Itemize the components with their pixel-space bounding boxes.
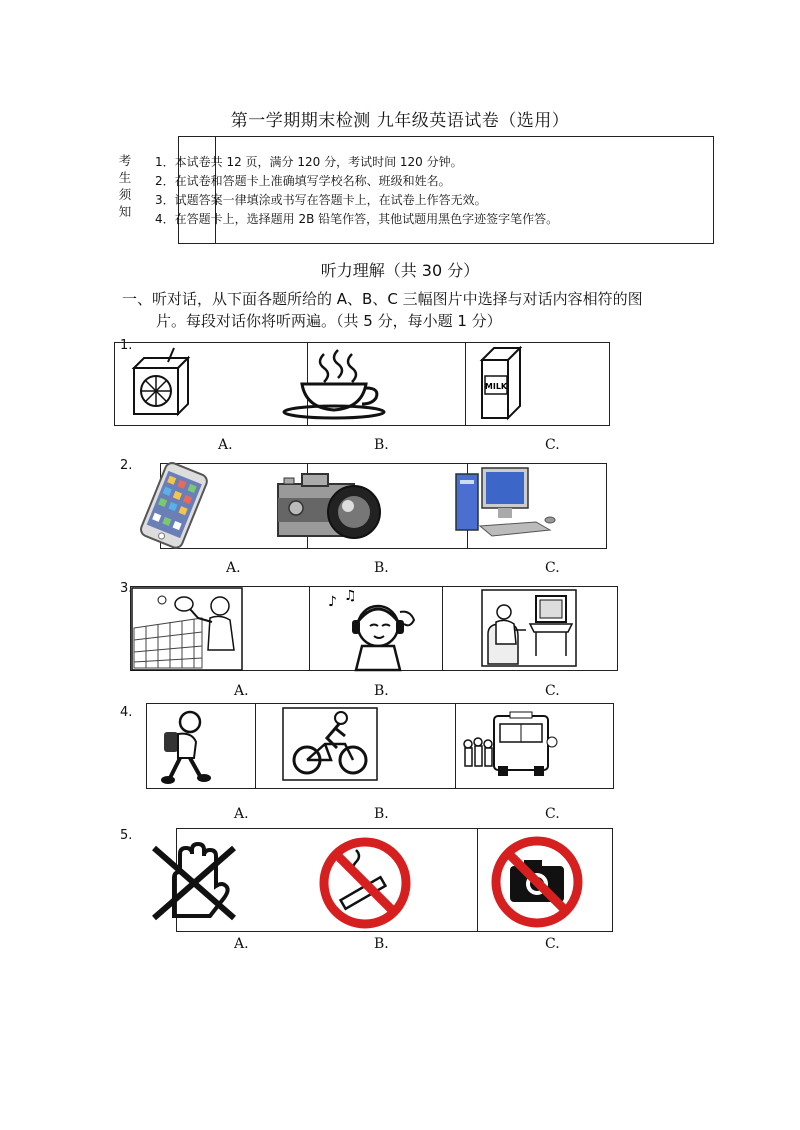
page-title: 第一学期期末检测 九年级英语试卷（选用） [230,111,570,131]
rules-list [155,153,558,229]
tea-cup-icon [282,348,390,420]
question-number: 4. [120,705,133,720]
tennis-player-icon [132,588,242,670]
option-label: B. [374,936,389,952]
rule-item: 4．在答题卡上，选择题用 2B 铅笔作答，其他试题用黑色字迹签字笔作答。 [155,212,559,226]
rule-item: 3．试题答案一律填涂或书写在答题卡上，在试卷上作答无效。 [155,193,487,207]
instruction-line: 片。每段对话你将听两遍。（共 5 分，每小题 1 分） [156,312,502,330]
no-touching-icon [150,842,238,922]
walking-boy-icon [154,706,218,788]
option-label: B. [374,560,389,576]
smartphone-icon [128,464,218,546]
option-label: C. [545,683,560,699]
option-label: A. [234,936,249,952]
desktop-computer-icon [452,466,558,542]
option-label: A. [234,683,249,699]
rule-item: 2．在试卷和答题卡上准确填写学校名称、班级和姓名。 [155,174,451,188]
option-label: A. [234,806,249,822]
notice-label: 考生须知 [118,153,132,219]
option-label: C. [545,806,560,822]
instruction-line: 一、听对话，从下面各题所给的 A、B、C 三幅图片中选择与对话内容相符的图 [122,290,643,308]
milk-label: MILK [484,382,508,391]
question-number: 1. [120,338,133,353]
rule-item: 1．本试卷共 12 页，满分 120 分，考试时间 120 分钟。 [155,155,463,169]
question-number: 2. [120,458,133,473]
section-title: 听力理解（共 30 分） [320,261,480,280]
option-label: C. [545,437,560,453]
school-bus-icon [462,708,558,784]
no-smoking-icon [318,836,412,930]
svg-text:♫: ♫ [344,588,357,604]
option-label: A. [218,437,233,453]
option-label: B. [374,683,389,699]
svg-text:♪: ♪ [328,594,337,610]
instructions [122,288,643,332]
camera-icon [274,470,386,542]
girl-headphones-icon [316,586,420,670]
watching-tv-icon [482,590,576,666]
option-label: A. [226,560,241,576]
milk-carton-icon [472,346,534,422]
bicycle-rider-icon [283,708,377,780]
no-photography-icon [490,836,584,928]
question-number: 5. [120,828,133,843]
option-label: C. [545,560,560,576]
option-label: B. [374,806,389,822]
question-number: 3. [120,581,133,596]
option-label: C. [545,936,560,952]
juice-box-icon [128,348,198,418]
option-label: B. [374,437,389,453]
